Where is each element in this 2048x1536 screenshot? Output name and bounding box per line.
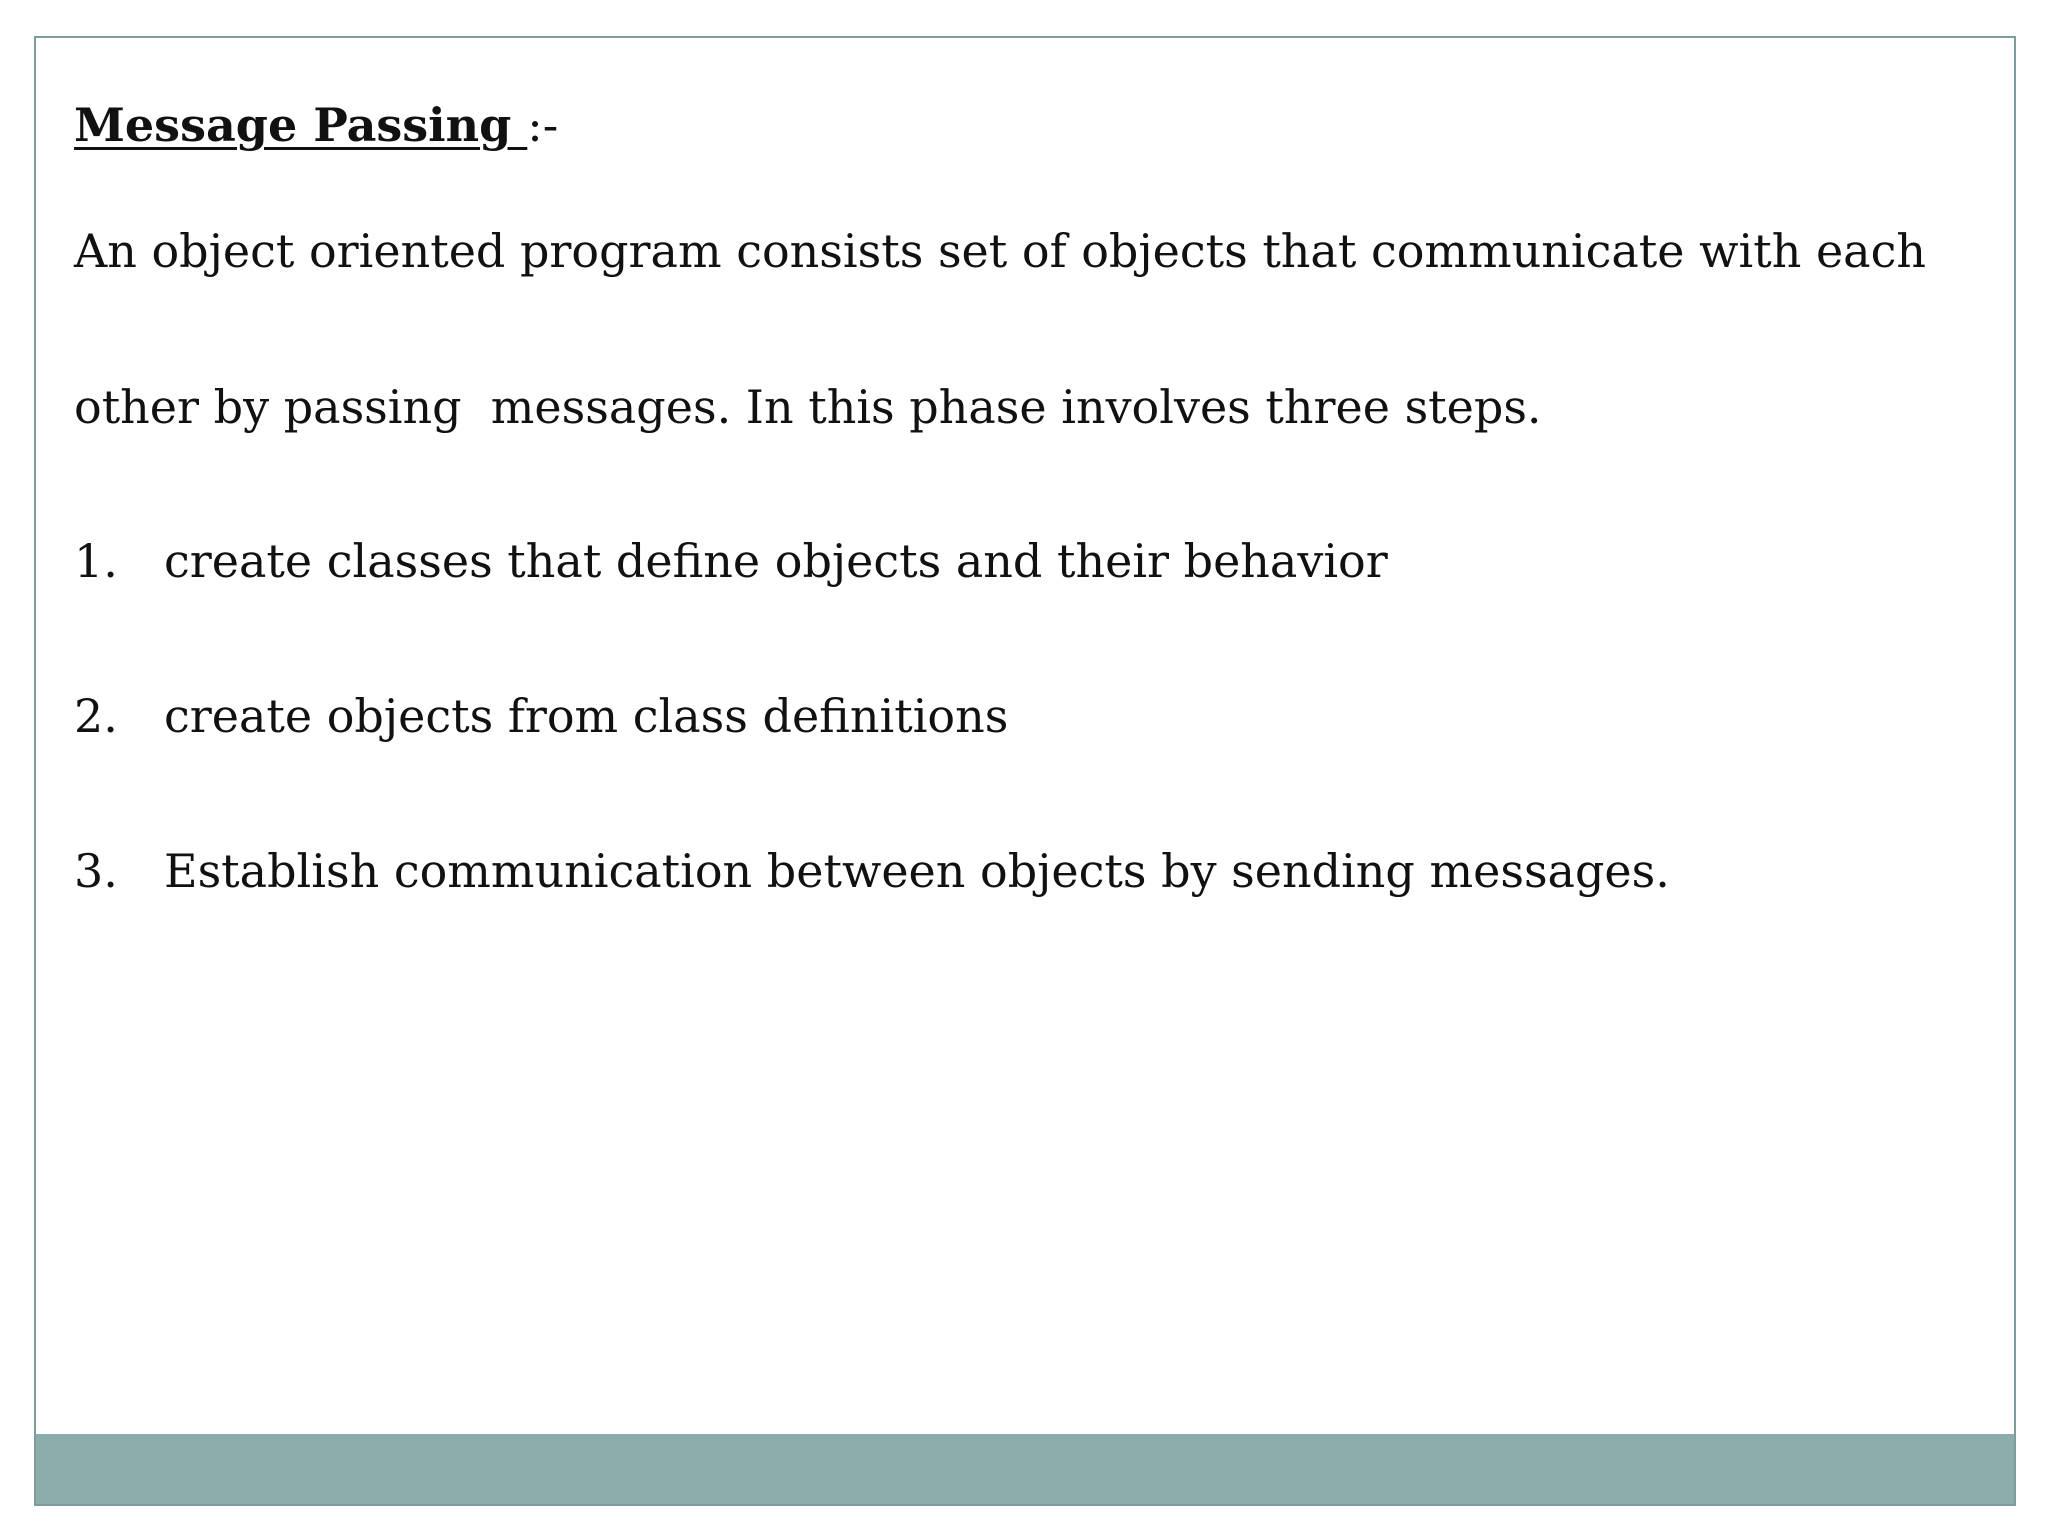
slide (34, 36, 2016, 1506)
step-number: 3. (74, 844, 118, 898)
paragraph-line-1: An object oriented program consists set of objects that communicate with each (74, 224, 1926, 278)
slide-content (74, 98, 1974, 999)
step-item-1 (74, 534, 1974, 588)
step-item-2 (74, 689, 1974, 743)
step-number: 2. (74, 689, 118, 743)
step-number: 1. (74, 534, 118, 588)
step-text: Establish communication between objects by sending messages. (164, 844, 1670, 898)
step-text: create objects from class definitions (164, 689, 1009, 743)
steps-list (74, 534, 1974, 898)
heading-title: Message Passing (74, 98, 528, 152)
slide-heading (74, 98, 1974, 152)
paragraph-line-2: other by passing messages. In this phase involves three steps. (74, 380, 1542, 434)
heading-suffix: :- (527, 98, 559, 152)
footer-bar (36, 1434, 2014, 1504)
step-item-3 (74, 844, 1974, 898)
step-text: create classes that define objects and their behavior (164, 534, 1388, 588)
